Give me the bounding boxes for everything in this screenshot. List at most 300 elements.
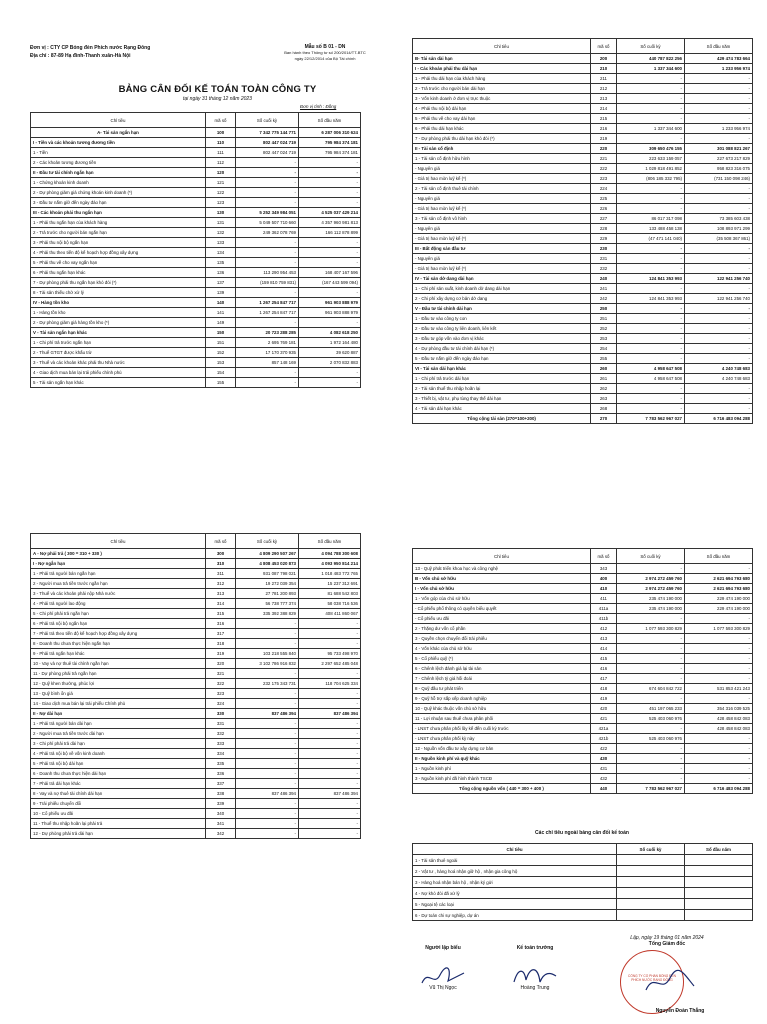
table-row (413, 704, 753, 714)
table-row (413, 724, 753, 734)
cell-begin: 15 237 312 691 (299, 579, 361, 589)
table-row (413, 234, 753, 244)
cell-end: 802 447 024 719 (236, 148, 299, 158)
cell-label: 6 - Phải thu ngắn hạn khác (31, 268, 206, 278)
cell-code: 320 (206, 659, 236, 669)
table-row (31, 809, 361, 819)
cell-end: 440 787 822 256 (617, 54, 685, 64)
cell-code: 340 (206, 809, 236, 819)
column-header-item: Chỉ tiêu (31, 534, 206, 549)
table-row (31, 629, 361, 639)
cell-label: 7 - Chênh lệch tỷ giá hối đoái (413, 674, 591, 684)
cell-end: - (236, 739, 299, 749)
cell-begin: 81 688 542 803 (299, 589, 361, 599)
cell-label: B - Vốn chủ sở hữu (413, 574, 591, 584)
cell-end: 223 633 159 057 (617, 154, 685, 164)
cell-code: 252 (591, 324, 617, 334)
column-header-end: Số cuối kỳ (236, 113, 299, 128)
cell-end: 103 218 555 840 (236, 649, 299, 659)
cell-label: 1 - Phải thu ngắn hạn của khách hàng (31, 218, 206, 228)
cell-begin: - (299, 238, 361, 248)
cell-empty (617, 910, 685, 921)
column-header-end: Số cuối kỳ (617, 844, 685, 855)
cell-code: 220 (591, 144, 617, 154)
cell-end: - (617, 664, 685, 674)
cell-end: - (617, 254, 685, 264)
director-signature-block (612, 935, 722, 947)
cell-end: - (236, 288, 299, 298)
table-row (31, 549, 361, 559)
cell-code: 411a (591, 604, 617, 614)
cell-code: 414 (591, 644, 617, 654)
cell-code: 412 (591, 624, 617, 634)
cell-end: 1 267 254 847 717 (236, 308, 299, 318)
table-row (31, 348, 361, 358)
cell-code: 242 (591, 294, 617, 304)
table-row (31, 569, 361, 579)
company-address: Địa chỉ : 87-89 Hạ đình-Thanh xuân-Hà Nội (30, 53, 131, 59)
cell-begin: 1 018 483 772 765 (299, 569, 361, 579)
cell-code: 415 (591, 654, 617, 664)
cell-begin: 73 385 603 438 (685, 214, 753, 224)
column-header-item: Chỉ tiêu (413, 39, 591, 54)
cell-begin: (35 508 367 861) (685, 234, 753, 244)
table-row (413, 674, 753, 684)
cell-end: - (617, 614, 685, 624)
cell-end: - (617, 324, 685, 334)
cell-label: 7 - Dự phòng phải thu dài hạn khó đòi (*) (413, 134, 591, 144)
cell-begin: - (685, 674, 753, 684)
cell-label: 1 - Tiền (31, 148, 206, 158)
cell-label: 2 - Chi phí xây dựng cơ bản dở dang (413, 294, 591, 304)
cell-begin: 229 474 190 000 (685, 604, 753, 614)
cell-code: 231 (591, 254, 617, 264)
cell-label: I - Vốn chủ sở hữu (413, 584, 591, 594)
cell-empty (685, 899, 753, 910)
table-row (413, 654, 753, 664)
cell-end: 113 290 954 453 (236, 268, 299, 278)
cell-begin: 961 903 888 979 (299, 298, 361, 308)
cell-label: 8 - Vay và nợ thuê tài chính dài hạn (31, 789, 206, 799)
column-header-begin: Số đầu năm (299, 534, 361, 549)
cell-end: - (617, 634, 685, 644)
cell-code: 253 (591, 334, 617, 344)
cell-label: 3 - Đầu tư nắm giữ đến ngày đáo hạn (31, 198, 206, 208)
table-row (31, 719, 361, 729)
document-title: BẢNG CÂN ĐỐI KẾ TOÁN TOÀN CÔNG TY (118, 84, 317, 95)
cell-code: 100 (206, 128, 236, 138)
cell-begin: 4 094 788 300 608 (299, 549, 361, 559)
table-row (31, 278, 361, 288)
cell-begin: - (685, 734, 753, 744)
cell-begin: 408 411 860 067 (299, 609, 361, 619)
table-row (413, 584, 753, 594)
cell-code: 316 (206, 619, 236, 629)
cell-end: - (617, 654, 685, 664)
table-row (31, 799, 361, 809)
table-row (31, 228, 361, 238)
cell-code: 227 (591, 214, 617, 224)
cell-code: 151 (206, 338, 236, 348)
cell-end: 802 447 024 719 (236, 138, 299, 148)
cell-begin: - (299, 719, 361, 729)
cell-begin: - (299, 779, 361, 789)
cell-label: 2 - Dự phòng giảm giá chứng khoán kinh doanh (*) (31, 188, 206, 198)
table-row (31, 769, 361, 779)
cell-end: - (236, 829, 299, 839)
table-row (31, 789, 361, 799)
cell-end: 4 958 647 508 (617, 364, 685, 374)
cell-end: - (617, 94, 685, 104)
cell-end: - (617, 264, 685, 274)
cell-begin: - (685, 244, 753, 254)
cell-label: 14 - Giao dịch mua bán lại trái phiếu Chính phủ (31, 699, 206, 709)
table-row (413, 564, 753, 574)
table-row (31, 739, 361, 749)
column-header-code: mã số (206, 113, 236, 128)
cell-begin: - (685, 324, 753, 334)
cell-code: 254 (591, 344, 617, 354)
cell-label: 1 - Hàng tồn kho (31, 308, 206, 318)
director-name: Nguyễn Đoàn Thắng (655, 1008, 705, 1014)
cell-end: 124 841 353 993 (617, 274, 685, 284)
cell-begin: 122 941 256 740 (685, 294, 753, 304)
cell-label: 5 - Đầu tư nắm giữ đến ngày đáo hạn (413, 354, 591, 364)
table-row (31, 589, 361, 599)
table-row (413, 744, 753, 754)
table-row (31, 709, 361, 719)
cell-end: (159 810 759 831) (236, 278, 299, 288)
cell-begin: - (685, 334, 753, 344)
cell-label: 9 - Quỹ hỗ trợ sắp xếp doanh nghiệp (413, 694, 591, 704)
cell-begin: - (299, 318, 361, 328)
cell-label: 2 - Thặng dư vốn cổ phần (413, 624, 591, 634)
table-row (413, 888, 753, 899)
table-row (413, 134, 753, 144)
cell-begin: - (299, 699, 361, 709)
table-row (413, 334, 753, 344)
cell-begin: - (685, 304, 753, 314)
cell-code: 323 (206, 689, 236, 699)
column-header-end: Số cuối kỳ (617, 549, 685, 564)
cell-label: 11 - Lợi nhuận sau thuế chưa phân phối (413, 714, 591, 724)
cell-begin: - (685, 644, 753, 654)
cell-label: 6 - Dự toán chi sự nghiệp, dự án (413, 910, 617, 921)
preparer-label: Người lập biểu (425, 945, 461, 951)
cell-end: - (617, 384, 685, 394)
table-row (31, 128, 361, 138)
cell-end: 335 392 388 829 (236, 609, 299, 619)
cell-begin: - (685, 754, 753, 764)
cell-code: 111 (206, 148, 236, 158)
table-row (31, 599, 361, 609)
cell-begin: - (685, 74, 753, 84)
cell-code: 335 (206, 759, 236, 769)
cell-end: - (617, 104, 685, 114)
cell-code: 134 (206, 248, 236, 258)
preparer-name: Vũ Thị Ngọc (429, 985, 457, 991)
table-row (31, 208, 361, 218)
cell-code: 431 (591, 764, 617, 774)
cell-label: 5 - Phải thu về cho vay ngắn hạn (31, 258, 206, 268)
cell-end: 3 102 786 916 832 (236, 659, 299, 669)
cell-code: 270 (591, 414, 617, 424)
cell-label: - Giá trị hao mòn luỹ kế (*) (413, 264, 591, 274)
cell-code: 222 (591, 164, 617, 174)
table-row (31, 298, 361, 308)
cell-begin: 4 357 960 981 813 (299, 218, 361, 228)
cell-begin: - (299, 769, 361, 779)
cell-label: 5 - Tài sản ngắn hạn khác (31, 378, 206, 388)
short-term-assets-table (30, 112, 361, 388)
cell-end: 837 486 394 (236, 789, 299, 799)
cell-code: 200 (591, 54, 617, 64)
cell-end: - (617, 284, 685, 294)
cell-code: 268 (591, 404, 617, 414)
cell-code: 212 (591, 84, 617, 94)
table-row (413, 734, 753, 744)
cell-end: 56 738 777 374 (236, 599, 299, 609)
form-note-2: ngày 22/12/2014 của Bộ Tài chính (294, 56, 356, 61)
cell-label: 3 - Vốn kinh doanh ở đơn vị trực thuộc (413, 94, 591, 104)
cell-code: 312 (206, 579, 236, 589)
table-row (413, 899, 753, 910)
cell-end: - (617, 344, 685, 354)
cell-end: - (236, 188, 299, 198)
cell-label: II - Nợ dài hạn (31, 709, 206, 719)
cell-code: 141 (206, 308, 236, 318)
table-row (413, 194, 753, 204)
cell-begin: - (299, 639, 361, 649)
cell-code: 263 (591, 394, 617, 404)
table-row (31, 729, 361, 739)
cell-label: - Nguyên giá (413, 164, 591, 174)
cell-label: 2 - Trả trước cho người bán ngắn hạn (31, 228, 206, 238)
cell-end: - (236, 809, 299, 819)
cell-label: 3 - Tài sản cố định vô hình (413, 214, 591, 224)
cell-code: 214 (591, 104, 617, 114)
cell-begin: - (685, 104, 753, 114)
cell-label: 5 - Phải trả nội bộ dài hạn (31, 759, 206, 769)
cell-empty (685, 910, 753, 921)
cell-begin: - (299, 819, 361, 829)
cell-begin: 2 621 694 793 680 (685, 584, 753, 594)
liabilities-table (30, 533, 361, 839)
cell-code: 411 (591, 594, 617, 604)
cell-code: 330 (206, 709, 236, 719)
cell-label: 1 - Phải trả người bán dài hạn (31, 719, 206, 729)
cell-end: - (617, 754, 685, 764)
cell-end: - (617, 674, 685, 684)
stamp-text: CÔNG TY CỔ PHẦN BÓNG ĐÈN PHÍCH NƯỚC RẠNG ĐÔNG (628, 974, 676, 982)
form-number: Mẫu số B 01 - DN (304, 44, 346, 50)
cell-end: 1 337 344 600 (617, 64, 685, 74)
cell-label: - Nguyên giá (413, 224, 591, 234)
cell-begin: - (299, 739, 361, 749)
table-row (413, 284, 753, 294)
cell-begin: - (299, 629, 361, 639)
table-row (413, 354, 753, 364)
cell-label: 2 - Các khoản tương đương tiền (31, 158, 206, 168)
cell-end: - (236, 158, 299, 168)
cell-end: - (617, 184, 685, 194)
cell-begin: 837 486 394 (299, 789, 361, 799)
cell-begin: 227 673 217 829 (685, 154, 753, 164)
accountant-signature (510, 962, 560, 988)
cell-code: 336 (206, 769, 236, 779)
cell-end: - (617, 774, 685, 784)
cell-code: 416 (591, 664, 617, 674)
cell-begin: 795 984 374 181 (299, 148, 361, 158)
cell-label: 4 - Phải thu nội bộ dài hạn (413, 104, 591, 114)
cell-end: 1 077 593 300 829 (617, 624, 685, 634)
cell-begin: 2 070 832 883 (299, 358, 361, 368)
table-row (31, 268, 361, 278)
table-row (31, 238, 361, 248)
table-row (413, 124, 753, 134)
cell-label: A- Tài sản ngắn hạn (31, 128, 206, 138)
cell-code: 417 (591, 674, 617, 684)
cell-begin: - (299, 729, 361, 739)
report-date: tại ngày 31 tháng 12 năm 2023 (183, 96, 252, 102)
cell-end: - (617, 244, 685, 254)
cell-code: 215 (591, 114, 617, 124)
cell-code: 153 (206, 358, 236, 368)
cell-end: - (617, 744, 685, 754)
cell-end: 525 403 060 976 (617, 714, 685, 724)
cell-begin: - (685, 384, 753, 394)
cell-label: 1 - Vốn góp của chủ sở hữu (413, 594, 591, 604)
cell-label: 1 - Phải trả người bán ngắn hạn (31, 569, 206, 579)
table-row (31, 609, 361, 619)
cell-begin: 168 407 167 596 (299, 268, 361, 278)
cell-end: - (236, 248, 299, 258)
cell-label: 3 - Nguồn kinh phí đã hình thành TSCĐ (413, 774, 591, 784)
cell-label: 5 - Chi phí phải trả ngắn hạn (31, 609, 206, 619)
cell-code: 413 (591, 634, 617, 644)
cell-label: Tổng cộng nguồn vốn ( 440 = 300 + 400 ) (413, 784, 591, 794)
currency-unit: Đơn vị tính : Đồng (300, 104, 337, 109)
cell-end: (47 471 141 040) (617, 234, 685, 244)
cell-code: 224 (591, 184, 617, 194)
cell-label: - LNST chưa phân phối lũy kế đến cuối kỳ trước (413, 724, 591, 734)
cell-end: - (236, 629, 299, 639)
table-row (31, 689, 361, 699)
table-row (413, 404, 753, 414)
cell-code: 420 (591, 704, 617, 714)
cell-code: 216 (591, 124, 617, 134)
column-header-begin: Số đầu năm (299, 113, 361, 128)
off-balance-table (412, 843, 753, 921)
cell-code: 241 (591, 284, 617, 294)
cell-end: - (617, 404, 685, 414)
cell-label: - Giá trị hao mòn luỹ kế (*) (413, 174, 591, 184)
company-name: Đơn vị : CTY CP Bóng đèn Phích nước Rạng Đông (30, 45, 151, 51)
cell-end: 27 781 200 893 (236, 589, 299, 599)
cell-label: 6 - Doanh thu chưa thực hiện dài hạn (31, 769, 206, 779)
cell-label: III - Các khoản phải thu ngắn hạn (31, 208, 206, 218)
cell-begin: - (299, 248, 361, 258)
cell-begin: 108 893 971 299 (685, 224, 753, 234)
cell-label: - Cổ phiếu ưu đãi (413, 614, 591, 624)
accountant-label: Kế toán trưởng (516, 945, 554, 951)
table-row (413, 784, 753, 794)
cell-begin: 39 620 887 (299, 348, 361, 358)
cell-label: IV - Hàng tồn kho (31, 298, 206, 308)
cell-end: 7 783 562 967 027 (617, 784, 685, 794)
table-row (31, 378, 361, 388)
cell-begin: 6 716 483 094 288 (685, 784, 753, 794)
cell-label: 2 - Người mua trả tiền trước ngắn hạn (31, 579, 206, 589)
cell-code: 322 (206, 679, 236, 689)
cell-begin: - (299, 288, 361, 298)
director-signature (640, 968, 700, 998)
cell-label: VI - Tài sản dài hạn khác (413, 364, 591, 374)
table-row (413, 634, 753, 644)
cell-code: 154 (206, 368, 236, 378)
cell-end: 857 148 169 (236, 358, 299, 368)
cell-label: V - Tài sản ngắn hạn khác (31, 328, 206, 338)
cell-end: - (617, 134, 685, 144)
equity-table (412, 548, 753, 794)
cell-end: 2 695 769 181 (236, 338, 299, 348)
cell-begin: - (685, 394, 753, 404)
cell-end: - (236, 258, 299, 268)
cell-end: 7 342 775 144 771 (236, 128, 299, 138)
table-row (31, 318, 361, 328)
cell-begin: - (299, 158, 361, 168)
cell-label: 2 - Vật tư , hàng hoá nhận giữ hộ , nhận gia công hộ (413, 866, 617, 877)
cell-begin: - (685, 284, 753, 294)
cell-begin: - (685, 134, 753, 144)
cell-code: 318 (206, 639, 236, 649)
table-row (413, 866, 753, 877)
table-row (413, 304, 753, 314)
cell-label: 2 - Thuế GTGT được khấu trừ (31, 348, 206, 358)
cell-begin: 837 486 394 (299, 709, 361, 719)
column-header-item: Chỉ tiêu (413, 844, 617, 855)
table-row (413, 614, 753, 624)
cell-begin: - (299, 198, 361, 208)
cell-end: - (617, 644, 685, 654)
table-row (413, 594, 753, 604)
cell-empty (685, 877, 753, 888)
cell-code: 255 (591, 354, 617, 364)
cell-end: - (236, 168, 299, 178)
table-row (413, 324, 753, 334)
cell-code: 337 (206, 779, 236, 789)
cell-begin: 795 984 374 181 (299, 138, 361, 148)
table-row (413, 214, 753, 224)
cell-label: 10 - Vay và nợ thuê tài chính ngắn hạn (31, 659, 206, 669)
table-row (31, 168, 361, 178)
cell-begin: 229 474 190 000 (685, 594, 753, 604)
table-row (31, 669, 361, 679)
cell-code: 136 (206, 268, 236, 278)
cell-end: 7 783 562 967 027 (617, 414, 685, 424)
cell-label: 11 - Dự phòng phải trả ngắn hạn (31, 669, 206, 679)
table-row (413, 644, 753, 654)
cell-empty (617, 899, 685, 910)
table-row (31, 338, 361, 348)
cell-begin: - (299, 188, 361, 198)
cell-code: 315 (206, 609, 236, 619)
cell-label: 2 - Dự phòng giảm giá hàng tồn kho (*) (31, 318, 206, 328)
cell-end: 1 337 344 600 (617, 124, 685, 134)
cell-label: 3 - Phải thu nội bộ ngắn hạn (31, 238, 206, 248)
cell-code: 421b (591, 734, 617, 744)
cell-label: II - Đầu tư tài chính ngắn hạn (31, 168, 206, 178)
